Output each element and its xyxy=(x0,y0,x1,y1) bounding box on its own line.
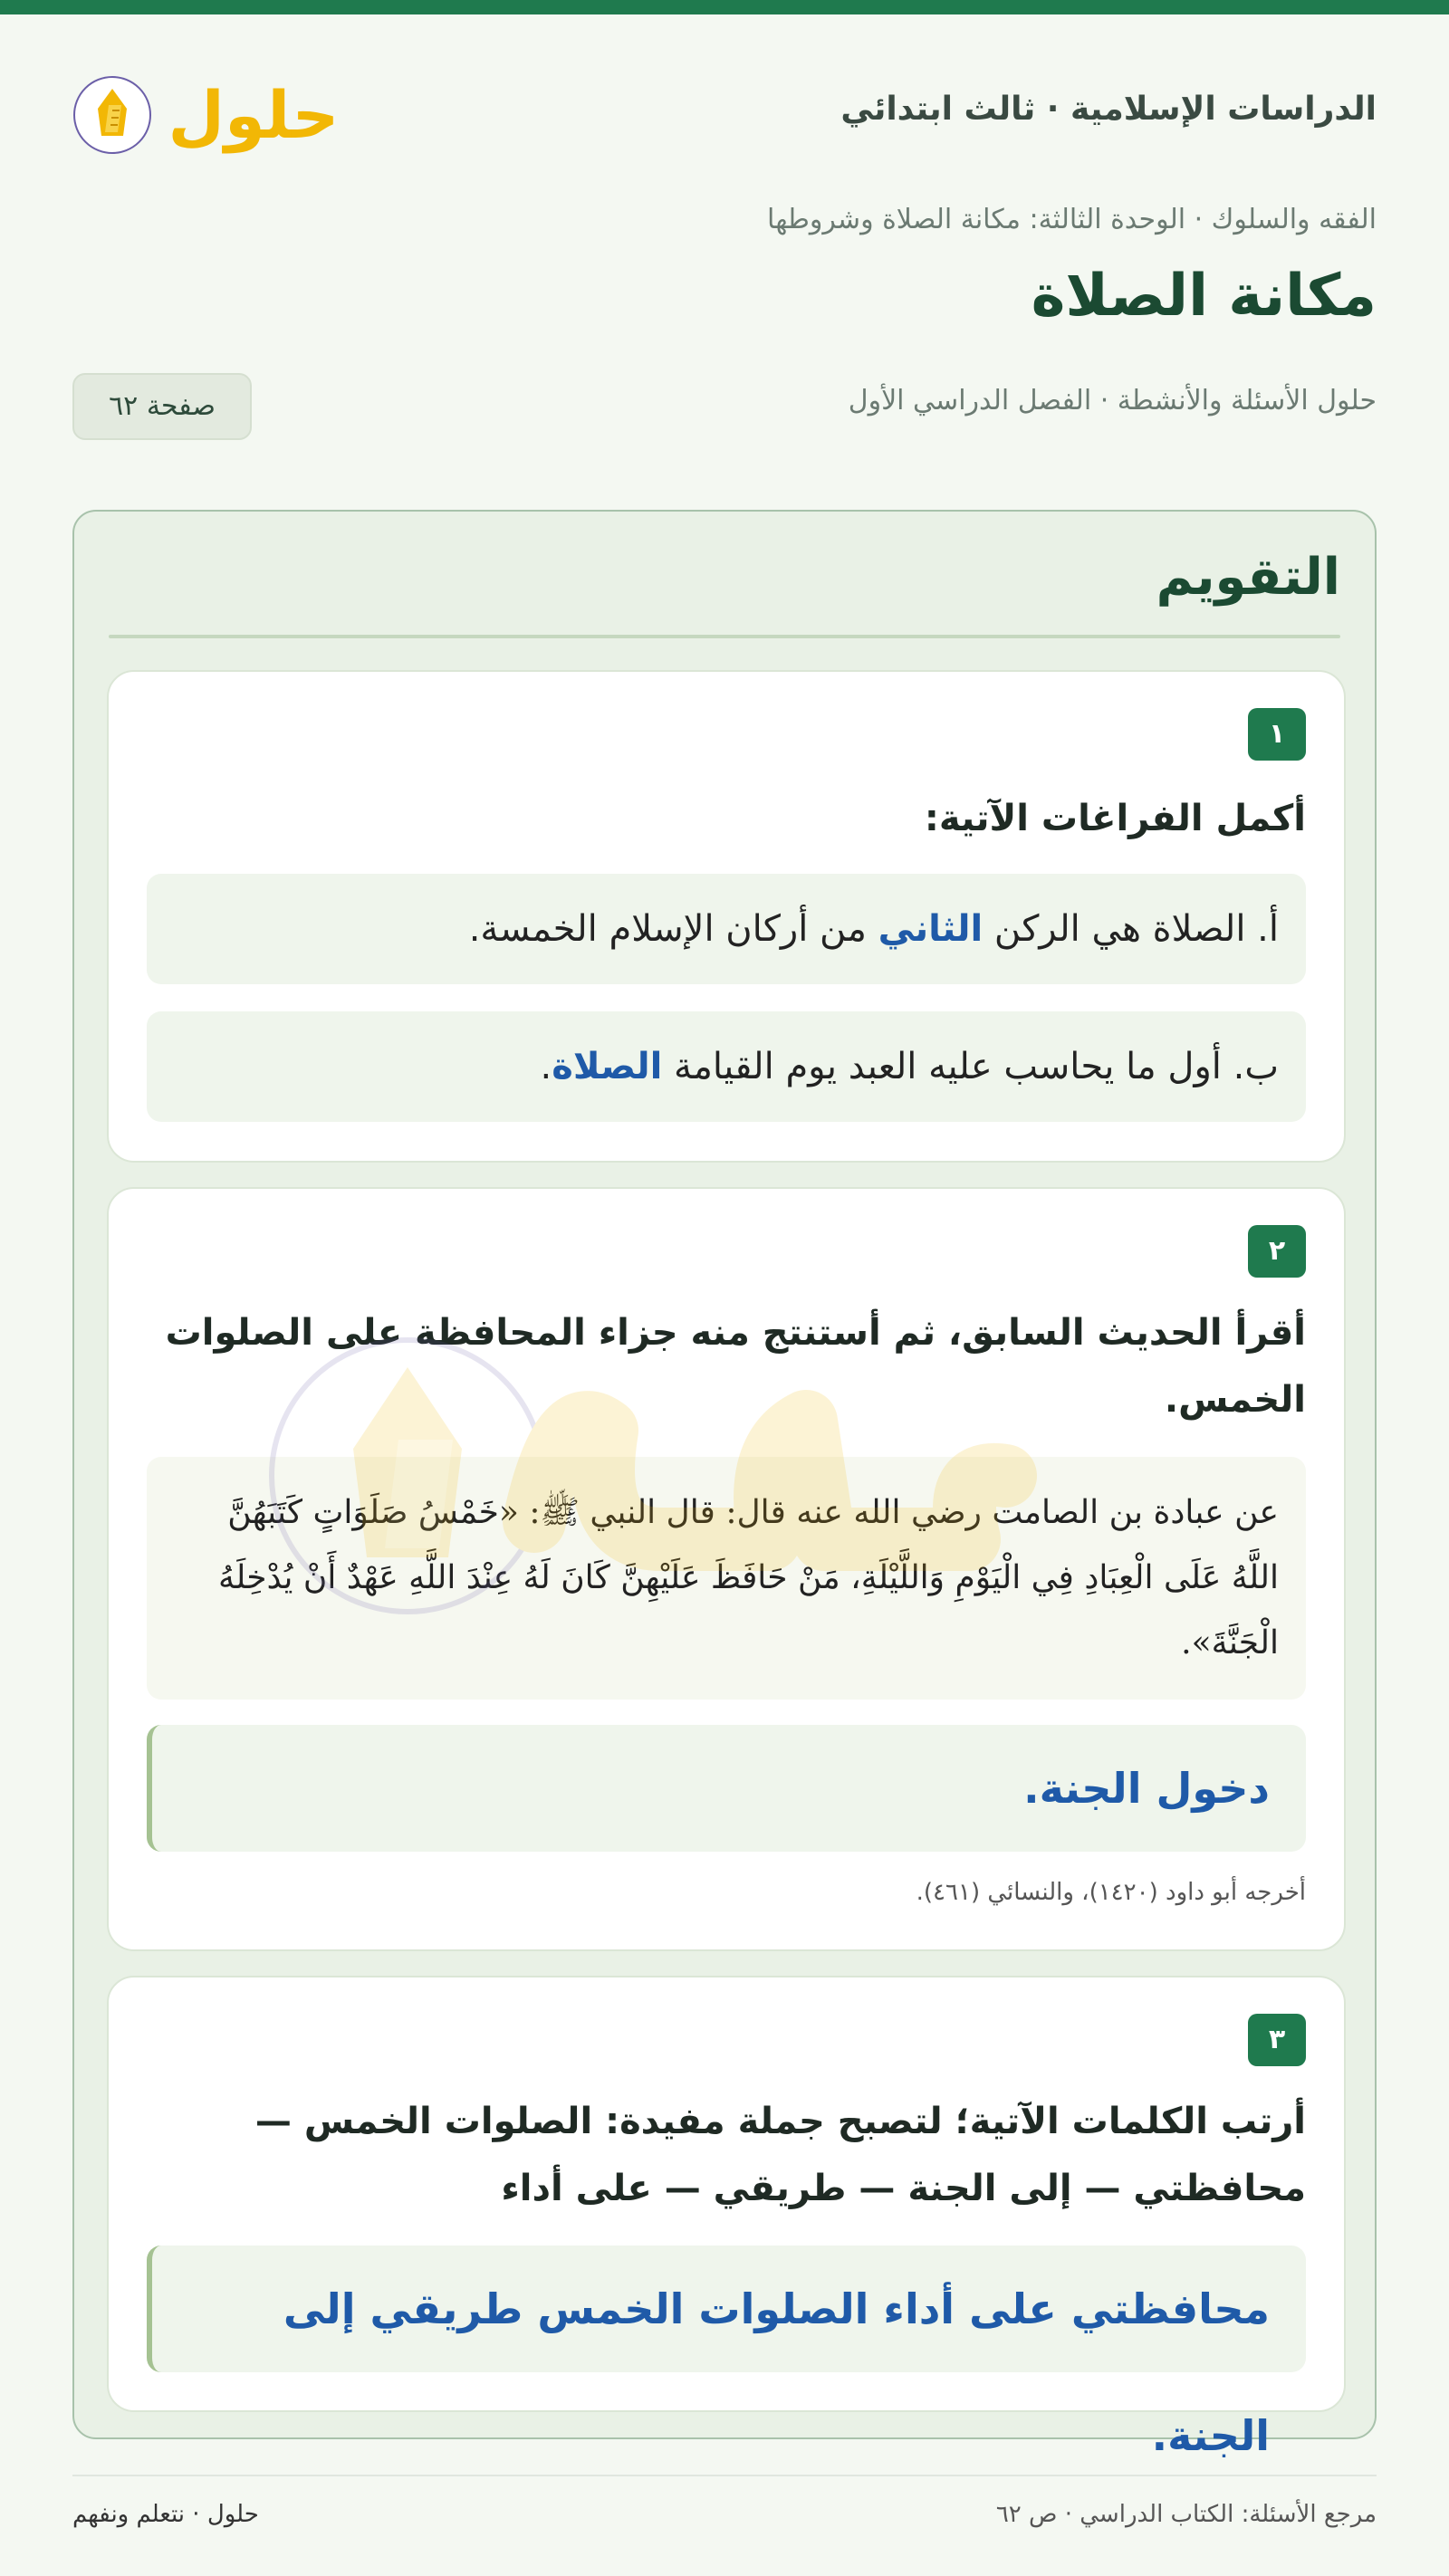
course-title: الدراسات الإسلامية · ثالث ابتدائي xyxy=(840,91,1377,128)
top-accent-bar xyxy=(0,0,1449,14)
question-number-badge: ١ xyxy=(1248,708,1306,761)
question-number-badge: ٢ xyxy=(1248,1225,1306,1278)
fill-prefix: أ. الصلاة هي الركن xyxy=(983,908,1279,950)
page-number-badge: صفحة ٦٢ xyxy=(72,373,252,440)
footer-brand[interactable]: حلول · نتعلم ونفهم xyxy=(72,2501,259,2528)
section-divider xyxy=(109,635,1340,638)
fill-suffix: من أركان الإسلام الخمسة. xyxy=(468,908,878,950)
question-number-badge: ٣ xyxy=(1248,2014,1306,2066)
question-card-2 xyxy=(107,1187,1346,1951)
fill-answer: الثاني xyxy=(878,908,984,950)
evaluation-section xyxy=(72,510,1377,2460)
answer-box: دخول الجنة. xyxy=(147,1725,1306,1852)
fill-blank-item xyxy=(147,874,1306,984)
sub-info: حلول الأسئلة والأنشطة · الفصل الدراسي الأول xyxy=(848,385,1377,417)
question-card-1 xyxy=(107,670,1346,1163)
question-text: أرتب الكلمات الآتية؛ لتصبح جملة مفيدة: الصلوات الخمس — محافظتي — إلى الجنة — طريقي — على أداء xyxy=(254,2101,1306,2209)
answer-box: محافظتي على أداء الصلوات الخمس طريقي إلى الجنة. xyxy=(147,2246,1306,2372)
logo-text: حلول xyxy=(168,77,340,153)
page-header xyxy=(72,65,1377,165)
hadith-box: عن عبادة بن الصامت رضي الله عنه قال: قال النبي ﷺ: «خَمْسُ صَلَوَاتٍ كَتَبَهُنَّ اللَّهُ عَلَى الْعِبَادِ فِي الْيَوْمِ وَاللَّيْلَةِ، مَنْ حَافَظَ عَلَيْهِنَّ كَانَ لَهُ عِنْدَ اللَّهِ عَهْدٌ أَنْ يُدْخِلَهُ الْجَنَّةَ». xyxy=(147,1457,1306,1700)
hadith-source: أخرجه أبو داود (١٤٢٠)، والنسائي (٤٦١). xyxy=(916,1879,1306,1906)
fill-suffix: . xyxy=(540,1046,552,1087)
footer-reference: مرجع الأسئلة: الكتاب الدراسي · ص ٦٢ xyxy=(995,2501,1377,2528)
breadcrumb: الفقه والسلوك · الوحدة الثالثة: مكانة الصلاة وشروطها xyxy=(767,204,1377,235)
page-title: مكانة الصلاة xyxy=(1031,263,1377,330)
question-card-3 xyxy=(107,1976,1346,2460)
fill-answer: الصلاة xyxy=(552,1046,663,1087)
fill-prefix: ب. أول ما يحاسب عليه العبد يوم القيامة xyxy=(662,1046,1279,1087)
question-text: أقرأ الحديث السابق، ثم أستنتج منه جزاء المحافظة على الصلوات الخمس. xyxy=(165,1312,1306,1421)
question-text: أكمل الفراغات الآتية: xyxy=(924,798,1306,839)
fill-blank-item xyxy=(147,1011,1306,1122)
section-title: التقويم xyxy=(1156,548,1340,607)
hulool-logo[interactable] xyxy=(72,65,344,165)
footer-divider xyxy=(72,2475,1377,2476)
